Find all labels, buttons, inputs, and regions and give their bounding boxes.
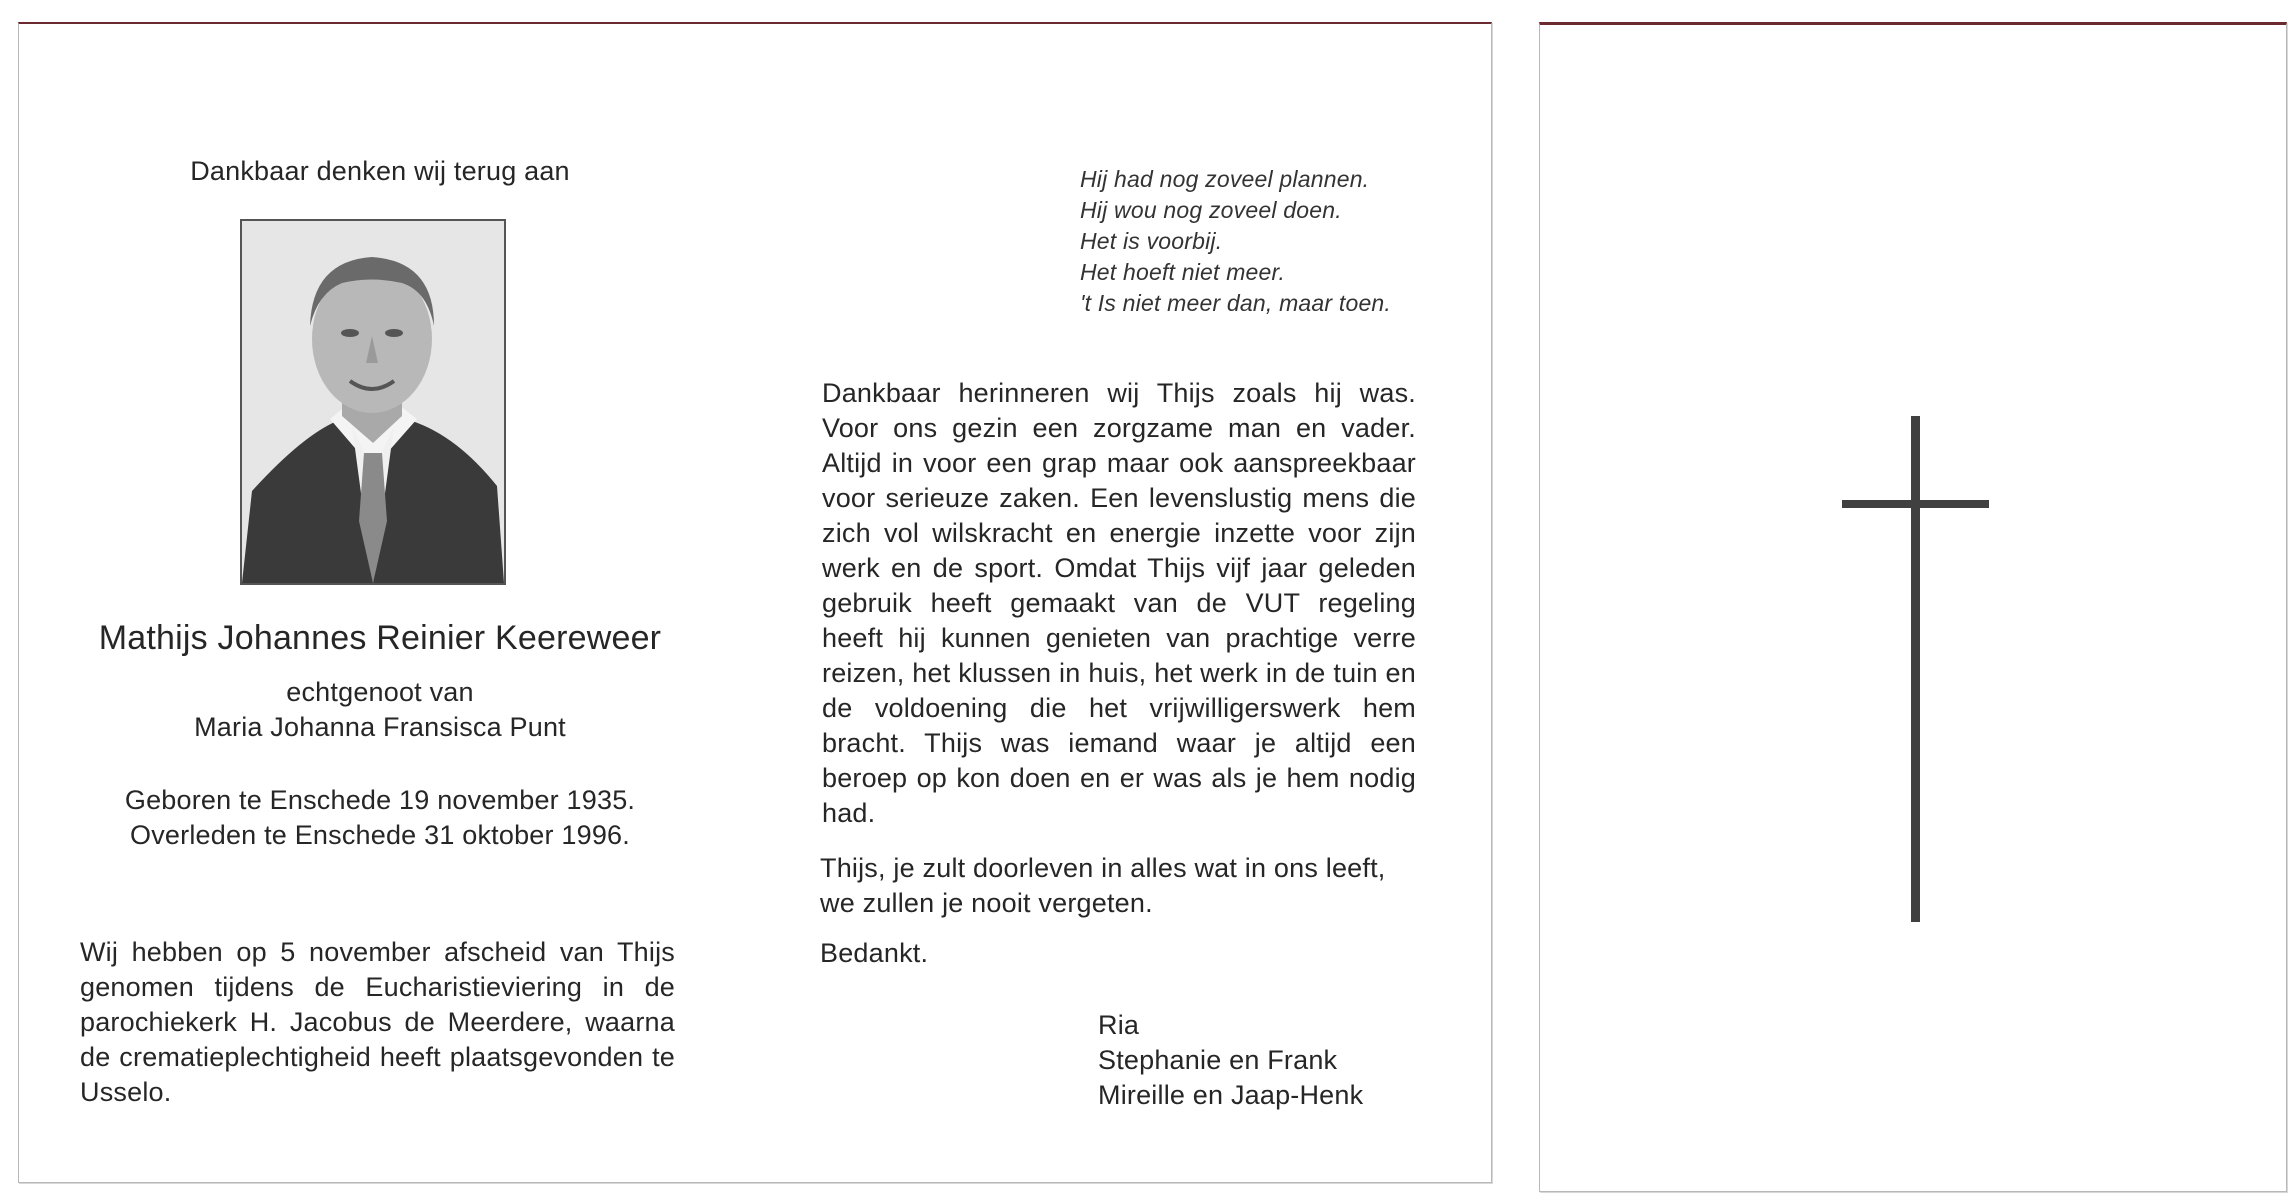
portrait-photo — [240, 219, 506, 585]
closing-paragraph: Thijs, je zult doorleven in alles wat in ons leeft, we zullen je nooit vergeten. — [820, 853, 1386, 918]
cross-icon-bar — [1842, 500, 1989, 508]
family-signatures — [1098, 1008, 1363, 1113]
signature-line: Stephanie en Frank — [1098, 1045, 1338, 1075]
signature-line: Mireille en Jaap-Henk — [1098, 1080, 1364, 1110]
thanks-text: Bedankt. — [820, 938, 929, 968]
intro-text: Dankbaar denken wij terug aan — [190, 156, 570, 186]
signature-line: Ria — [1098, 1010, 1140, 1040]
poem-line: 't Is niet meer dan, maar toen. — [1080, 290, 1392, 316]
poem-line: Hij wou nog zoveel doen. — [1080, 197, 1342, 223]
spouse-label: echtgenoot van — [286, 677, 474, 707]
poem — [1080, 164, 1391, 319]
poem-line: Het hoeft niet meer. — [1080, 259, 1286, 285]
portrait-illustration — [242, 221, 504, 583]
farewell-paragraph: Wij hebben op 5 november afscheid van Thijs genomen tijdens de Eucharistieviering in de parochiekerk H. Jacobus de Meerdere, waarna de crematieplechtigheid heeft plaatsgevonden te Usselo. — [80, 937, 675, 1107]
birth-line: Geboren te Enschede 19 november 1935. — [124, 785, 636, 815]
memory-paragraph: Dankbaar herinneren wij Thijs zoals hij was. Voor ons gezin een zorgzame man en vader. Altijd in voor een grap maar ook aanspreekbaar voor serieuze zaken. Een levenslustig mens die zich vol wilskracht en energie inzette voor zijn werk en de sport. Omdat Thijs vijf jaar geleden gebruik heeft gemaakt van de VUT regeling heeft hij kunnen genieten van prachtige verre reizen, het klussen in huis, het werk in de tuin en de voldoening die het vrijwilligerswerk hem bracht. Thijs was iemand waar je altijd een beroep op kon doen en er was als je hem nodig had. — [822, 378, 1416, 828]
cross-icon — [1911, 416, 1920, 922]
poem-line: Het is voorbij. — [1080, 228, 1223, 254]
death-line: Overleden te Enschede 31 oktober 1996. — [130, 820, 630, 850]
poem-line: Hij had nog zoveel plannen. — [1080, 166, 1370, 192]
spouse-name: Maria Johanna Fransisca Punt — [194, 712, 566, 742]
deceased-name: Mathijs Johannes Reinier Keereweer — [98, 619, 662, 657]
